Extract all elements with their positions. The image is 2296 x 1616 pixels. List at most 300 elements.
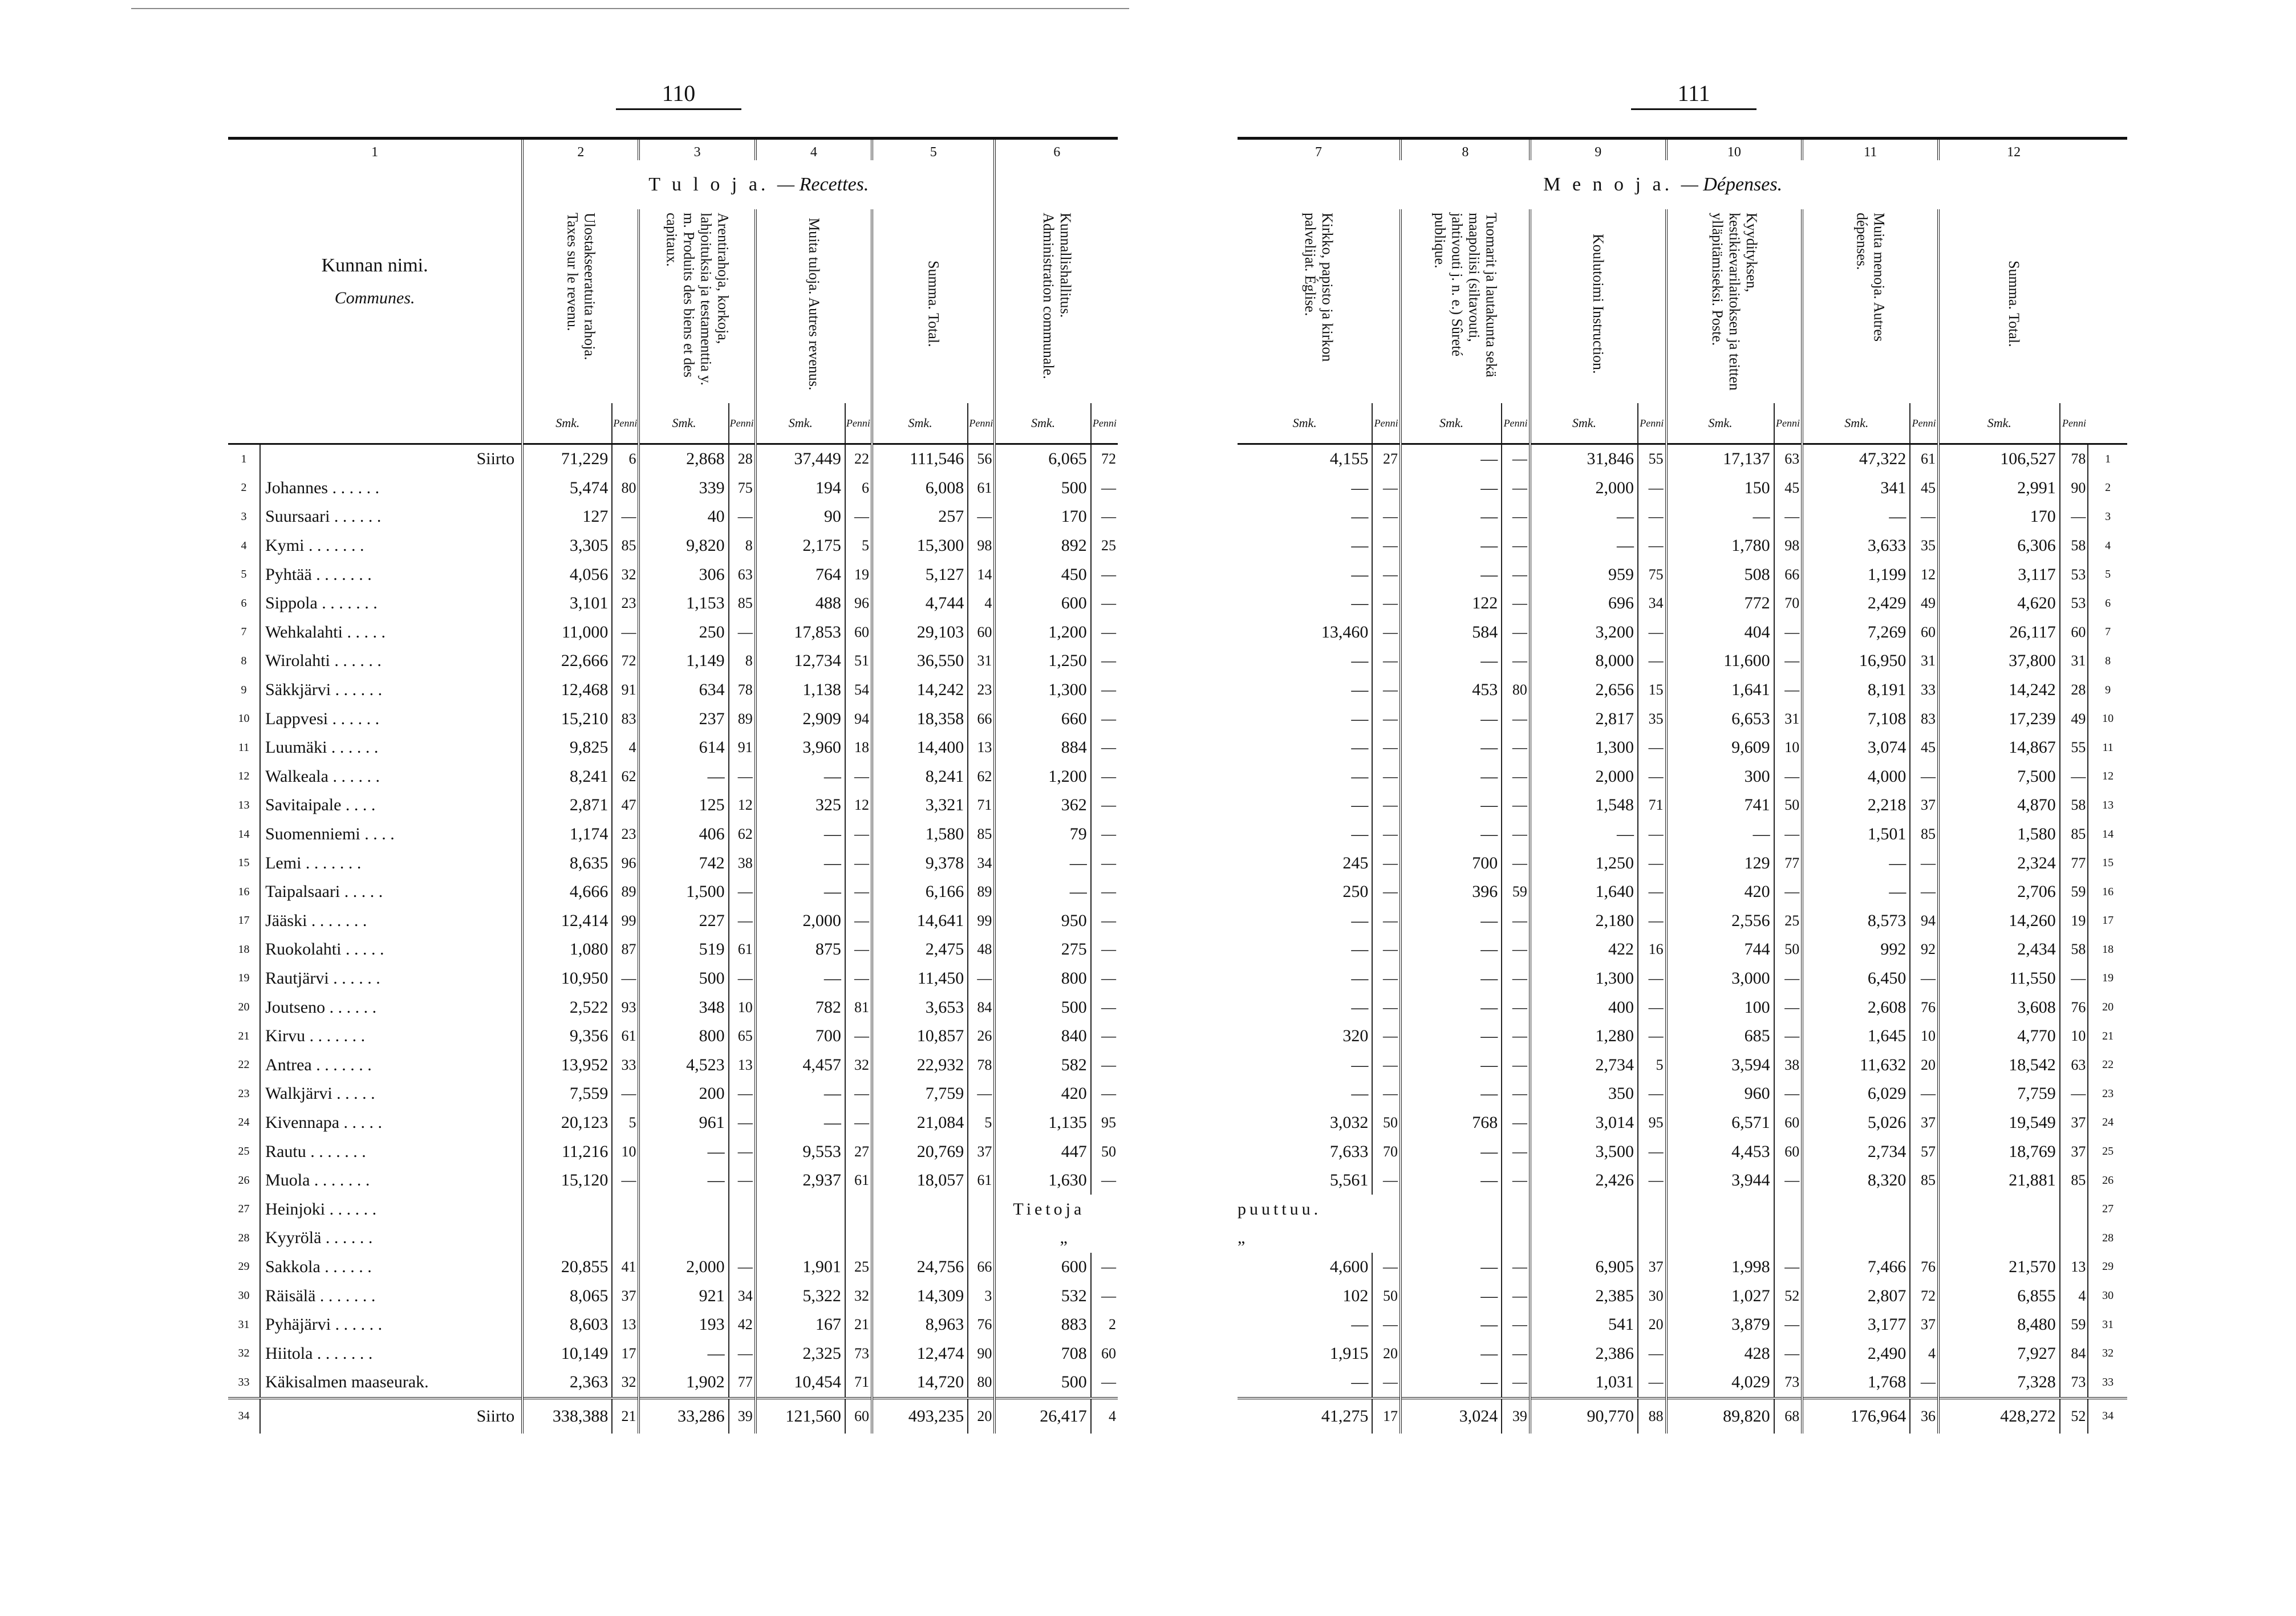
expense-penni-cell: — (1502, 1109, 1530, 1138)
income-penni-cell: 6 (845, 474, 872, 503)
expense-markka-cell: — (1401, 820, 1502, 849)
income-penni-cell: 96 (845, 589, 872, 618)
commune-name: Jääski . . . . . . . (265, 911, 367, 930)
income-markka-cell: 29,103 (872, 618, 968, 647)
income-penni-cell: — (729, 1079, 756, 1109)
income-penni-cell: 12 (845, 791, 872, 820)
expense-penni-cell: 27 (1372, 444, 1401, 474)
expense-markka-cell: 7,328 (1938, 1368, 2060, 1398)
income-penni-cell: 42 (729, 1310, 756, 1339)
expense-markka-cell: 2,734 (1802, 1137, 1910, 1166)
empty-cell (756, 1224, 845, 1253)
expense-penni-cell: — (1638, 1166, 1666, 1195)
expense-markka-cell: — (1401, 907, 1502, 936)
income-table (228, 137, 1118, 1434)
expense-markka-cell: 14,867 (1938, 733, 2060, 762)
expense-penni-cell: — (1502, 1166, 1530, 1195)
expense-penni-cell: 77 (1774, 848, 1803, 878)
expense-penni-cell: — (1372, 704, 1401, 733)
expense-markka-cell: 176,964 (1802, 1398, 1910, 1434)
table-row (1238, 791, 2127, 820)
expense-penni-cell: 50 (1372, 1109, 1401, 1138)
expense-penni-cell: 58 (2060, 531, 2088, 561)
expense-markka-cell: 992 (1802, 935, 1910, 964)
expense-penni-cell: — (1502, 1079, 1530, 1109)
commune-name: Antrea . . . . . . . (265, 1055, 372, 1074)
unit-mk: Smk. (995, 403, 1090, 444)
income-penni-cell: 72 (612, 647, 639, 676)
expense-markka-cell: 320 (1342, 1026, 1369, 1046)
income-penni-cell: 5 (845, 531, 872, 561)
expense-penni-cell: — (1372, 907, 1401, 936)
expense-markka-cell: 4,770 (1938, 1022, 2060, 1051)
income-penni-cell: 51 (845, 647, 872, 676)
commune-name: Heinjoki . . . . . . (265, 1199, 377, 1219)
expense-penni-cell: — (1774, 647, 1803, 676)
income-penni-cell: — (612, 502, 639, 531)
expense-markka-cell: 3,024 (1401, 1398, 1502, 1434)
expense-markka-cell: 2,426 (1530, 1166, 1638, 1195)
expense-penni-cell: — (1372, 647, 1401, 676)
income-penni-cell: — (1091, 762, 1118, 791)
expense-markka-cell: — (1401, 1253, 1502, 1282)
income-markka-cell: 532 (995, 1281, 1090, 1310)
expense-markka-cell: 741 (1666, 791, 1774, 820)
expense-markka-cell: — (1530, 820, 1638, 849)
expense-markka-cell: 396 (1401, 878, 1502, 907)
col-num-8: 8 (1401, 139, 1530, 161)
expense-markka-cell: 4,453 (1666, 1137, 1774, 1166)
expense-penni-cell: 75 (1638, 560, 1666, 589)
row-number: 6 (2088, 589, 2127, 618)
col-num-10: 10 (1666, 139, 1803, 161)
income-markka-cell: 14,309 (872, 1281, 968, 1310)
table-row (1238, 964, 2127, 993)
row-number: 20 (228, 993, 260, 1022)
row-number: 12 (228, 762, 260, 791)
income-penni-cell: 60 (1091, 1339, 1118, 1368)
expense-penni-cell: — (1638, 502, 1666, 531)
income-penni-cell: — (1091, 474, 1118, 503)
income-markka-cell: 875 (756, 935, 845, 964)
income-penni-cell: 71 (968, 791, 995, 820)
expense-markka-cell: — (1401, 704, 1502, 733)
expense-markka-cell: 4,600 (1329, 1257, 1369, 1276)
expense-markka-cell: — (1401, 502, 1502, 531)
row-number: 15 (2088, 848, 2127, 878)
expense-markka-cell: — (1666, 502, 1774, 531)
table-row (228, 1253, 1118, 1282)
expense-markka-cell: 3,944 (1666, 1166, 1774, 1195)
expense-penni-cell: 16 (1638, 935, 1666, 964)
expense-markka-cell: 541 (1530, 1310, 1638, 1339)
income-markka-cell: 840 (995, 1022, 1090, 1051)
expense-penni-cell: — (1372, 1050, 1401, 1079)
income-penni-cell: — (845, 964, 872, 993)
table-row (1238, 733, 2127, 762)
income-markka-cell: 36,550 (872, 647, 968, 676)
expense-markka-cell: 2,608 (1802, 993, 1910, 1022)
row-number: 33 (2088, 1368, 2127, 1398)
missing-data-note: „ (995, 1224, 1118, 1253)
income-penni-cell: 21 (612, 1398, 639, 1434)
row-number: 32 (2088, 1339, 2127, 1368)
row-number: 24 (228, 1109, 260, 1138)
row-number: 5 (228, 560, 260, 589)
income-penni-cell: 39 (729, 1398, 756, 1434)
income-markka-cell: 1,580 (872, 820, 968, 849)
row-number: 23 (2088, 1079, 2127, 1109)
expense-markka-cell: 341 (1802, 474, 1910, 503)
expense-penni-cell: 35 (1910, 531, 1938, 561)
expense-penni-cell: 31 (1910, 647, 1938, 676)
income-markka-cell: 764 (756, 560, 845, 589)
income-penni-cell: 2 (1091, 1310, 1118, 1339)
expense-penni-cell: 28 (2060, 676, 2088, 705)
expense-markka-cell: 6,029 (1802, 1079, 1910, 1109)
row-number: 13 (2088, 791, 2127, 820)
income-markka-cell: 22,666 (522, 647, 612, 676)
expense-penni-cell: — (1372, 964, 1401, 993)
expense-penni-cell: — (1372, 589, 1401, 618)
income-penni-cell: 78 (968, 1050, 995, 1079)
expense-markka-cell: 7,500 (1938, 762, 2060, 791)
expense-markka-cell: 1,998 (1666, 1253, 1774, 1282)
expense-markka-cell: 18,542 (1938, 1050, 2060, 1079)
income-markka-cell: 362 (995, 791, 1090, 820)
expense-penni-cell: 36 (1910, 1398, 1938, 1434)
income-markka-cell: 1,149 (639, 647, 728, 676)
income-penni-cell: 50 (1091, 1137, 1118, 1166)
income-penni-cell: 25 (845, 1253, 872, 1282)
row-number: 1 (228, 444, 260, 474)
expense-penni-cell: 58 (2060, 791, 2088, 820)
expense-penni-cell: — (1774, 964, 1803, 993)
commune-name: Säkkjärvi . . . . . . (265, 680, 383, 700)
commune-name: Kymi . . . . . . . (265, 536, 364, 555)
expense-penni-cell: 63 (2060, 1050, 2088, 1079)
expense-penni-cell: 85 (1910, 820, 1938, 849)
expense-markka-cell: 350 (1530, 1079, 1638, 1109)
header-income-total: Summa. Total. (872, 209, 995, 403)
row-number: 14 (228, 820, 260, 849)
expense-penni-cell: — (1638, 1137, 1666, 1166)
table-row (228, 1195, 1118, 1224)
page-number-left: 110 (662, 80, 696, 106)
expense-penni-cell: — (1372, 878, 1401, 907)
income-markka-cell: 660 (995, 704, 1090, 733)
income-markka-cell: 2,175 (756, 531, 845, 561)
row-number: 2 (2088, 474, 2127, 503)
expense-penni-cell: 59 (2060, 1310, 2088, 1339)
expense-markka-cell: 2,218 (1802, 791, 1910, 820)
income-penni-cell: — (1091, 589, 1118, 618)
expense-penni-cell: — (1774, 1310, 1803, 1339)
empty-cell (612, 1195, 639, 1224)
expense-penni-cell: 76 (2060, 993, 2088, 1022)
expense-penni-cell: 49 (1910, 589, 1938, 618)
col-num-11: 11 (1802, 139, 1938, 161)
expense-markka-cell: — (1401, 531, 1502, 561)
expense-markka-cell: 960 (1666, 1079, 1774, 1109)
unit-mk: Smk. (1238, 403, 1372, 444)
header-church: Kirkko, papisto ja kirkon palvelijat. Église. (1301, 213, 1336, 362)
expense-penni-cell: — (1502, 1137, 1530, 1166)
table-row (228, 848, 1118, 878)
income-penni-cell: 5 (612, 1109, 639, 1138)
income-penni-cell: — (612, 964, 639, 993)
income-markka-cell: 5,127 (872, 560, 968, 589)
row-number: 20 (2088, 993, 2127, 1022)
income-penni-cell: 61 (729, 935, 756, 964)
income-penni-cell: — (729, 1166, 756, 1195)
income-penni-cell: 89 (729, 704, 756, 733)
expense-markka-cell: 100 (1666, 993, 1774, 1022)
expense-markka-cell: 122 (1401, 589, 1502, 618)
table-row (1238, 1195, 2127, 1224)
expense-markka-cell: 7,633 (1329, 1142, 1369, 1161)
expenses-table (1238, 137, 2127, 1434)
expense-markka-cell: 3,074 (1802, 733, 1910, 762)
income-markka-cell: — (756, 820, 845, 849)
empty-cell (1638, 1195, 1666, 1224)
income-penni-cell: 65 (729, 1022, 756, 1051)
income-penni-cell: — (1091, 1368, 1118, 1398)
col-num-3: 3 (639, 139, 755, 161)
table-row (228, 676, 1118, 705)
income-markka-cell: 1,080 (522, 935, 612, 964)
table-row (228, 1368, 1118, 1398)
expense-markka-cell: 18,769 (1938, 1137, 2060, 1166)
table-row (228, 1398, 1118, 1434)
expense-markka-cell: 8,480 (1938, 1310, 2060, 1339)
expense-markka-cell: 772 (1666, 589, 1774, 618)
expense-penni-cell: 4 (2060, 1281, 2088, 1310)
table-row (1238, 1224, 2127, 1253)
expense-penni-cell: — (1502, 907, 1530, 936)
expense-markka-cell: — (1351, 709, 1369, 728)
expense-penni-cell: — (1372, 502, 1401, 531)
table-row (1238, 820, 2127, 849)
income-penni-cell: — (1091, 676, 1118, 705)
expense-penni-cell: 19 (2060, 907, 2088, 936)
empty-cell (1638, 1224, 1666, 1253)
income-markka-cell: 447 (995, 1137, 1090, 1166)
expense-penni-cell: 4 (1910, 1339, 1938, 1368)
expense-penni-cell: — (1502, 1253, 1530, 1282)
empty-cell (1938, 1195, 2060, 1224)
expense-penni-cell: 88 (1638, 1398, 1666, 1434)
expense-markka-cell: 21,881 (1938, 1166, 2060, 1195)
income-penni-cell: 31 (968, 647, 995, 676)
income-penni-cell: — (845, 502, 872, 531)
expense-markka-cell: 6,306 (1938, 531, 2060, 561)
expense-penni-cell: 52 (2060, 1398, 2088, 1434)
unit-p: Penni (729, 403, 756, 444)
expense-penni-cell: — (1502, 474, 1530, 503)
expense-penni-cell: — (1910, 1368, 1938, 1398)
row-number: 2 (228, 474, 260, 503)
unit-mk: Smk. (1666, 403, 1774, 444)
expense-markka-cell: 744 (1666, 935, 1774, 964)
income-markka-cell: 20,769 (872, 1137, 968, 1166)
income-markka-cell: 24,756 (872, 1253, 968, 1282)
row-number: 32 (228, 1339, 260, 1368)
expense-markka-cell: 129 (1666, 848, 1774, 878)
expense-penni-cell: — (1638, 618, 1666, 647)
expense-penni-cell: 98 (1774, 531, 1803, 561)
expense-penni-cell: 50 (1774, 791, 1803, 820)
income-penni-cell: — (968, 1079, 995, 1109)
income-markka-cell: 127 (522, 502, 612, 531)
income-markka-cell: 4,666 (522, 878, 612, 907)
expense-penni-cell: 49 (2060, 704, 2088, 733)
table-row (228, 1339, 1118, 1368)
income-penni-cell: — (1091, 1079, 1118, 1109)
empty-cell (845, 1195, 872, 1224)
income-markka-cell: 338,388 (522, 1398, 612, 1434)
commune-name: Wirolahti . . . . . . (265, 651, 382, 671)
table-row (228, 1137, 1118, 1166)
income-penni-cell: 62 (729, 820, 756, 849)
expense-penni-cell: — (1372, 1079, 1401, 1109)
unit-p: Penni (1502, 403, 1530, 444)
empty-cell (872, 1224, 968, 1253)
expense-markka-cell: 8,000 (1530, 647, 1638, 676)
empty-cell (968, 1224, 995, 1253)
income-markka-cell: 600 (995, 1253, 1090, 1282)
income-markka-cell: 79 (995, 820, 1090, 849)
empty-cell (729, 1224, 756, 1253)
empty-cell (872, 1195, 968, 1224)
expense-penni-cell: — (1372, 820, 1401, 849)
expense-markka-cell: 6,855 (1938, 1281, 2060, 1310)
expense-markka-cell: — (1401, 1137, 1502, 1166)
income-penni-cell: — (968, 502, 995, 531)
unit-spacer (2088, 403, 2127, 444)
income-markka-cell: 200 (639, 1079, 728, 1109)
commune-name: Lappvesi . . . . . . (265, 709, 380, 728)
income-penni-cell: 6 (612, 444, 639, 474)
table-row (228, 791, 1118, 820)
income-markka-cell: 2,363 (522, 1368, 612, 1398)
income-markka-cell: 6,065 (995, 444, 1090, 474)
income-penni-cell: 12 (729, 791, 756, 820)
expense-penni-cell: — (1502, 848, 1530, 878)
income-markka-cell: 10,149 (522, 1339, 612, 1368)
expense-markka-cell: 1,501 (1802, 820, 1910, 849)
expense-markka-cell: — (1351, 680, 1369, 700)
left-page (228, 0, 1118, 1616)
income-markka-cell: 800 (995, 964, 1090, 993)
income-markka-cell: 1,153 (639, 589, 728, 618)
income-penni-cell: — (845, 878, 872, 907)
table-row (228, 878, 1118, 907)
income-markka-cell: 1,630 (995, 1166, 1090, 1195)
missing-data-note: puuttuu. (1238, 1199, 1322, 1219)
missing-data-note: „ (1238, 1228, 1249, 1248)
expense-markka-cell: 1,641 (1666, 676, 1774, 705)
expense-markka-cell: 420 (1666, 878, 1774, 907)
expense-markka-cell: — (1530, 531, 1638, 561)
income-markka-cell: — (639, 1166, 728, 1195)
income-penni-cell: 56 (968, 444, 995, 474)
expense-penni-cell: 10 (2060, 1022, 2088, 1051)
expense-penni-cell: 63 (1774, 444, 1803, 474)
expense-markka-cell: 14,242 (1938, 676, 2060, 705)
income-markka-cell: 8,241 (522, 762, 612, 791)
income-markka-cell: 11,216 (522, 1137, 612, 1166)
expenses-title: M e n o j a. (1543, 174, 1673, 195)
expense-markka-cell: — (1401, 474, 1502, 503)
expense-markka-cell: 89,820 (1666, 1398, 1774, 1434)
expense-penni-cell: — (1502, 935, 1530, 964)
expense-markka-cell: 400 (1530, 993, 1638, 1022)
expense-penni-cell: 20 (1638, 1310, 1666, 1339)
expense-penni-cell: — (1638, 1368, 1666, 1398)
commune-name: Rautjärvi . . . . . . (265, 968, 380, 988)
table-row (1238, 1050, 2127, 1079)
expense-markka-cell: 47,322 (1802, 444, 1910, 474)
income-markka-cell: — (995, 848, 1090, 878)
expense-penni-cell: — (1774, 1166, 1803, 1195)
income-markka-cell: 37,449 (756, 444, 845, 474)
income-penni-cell: — (845, 820, 872, 849)
expense-markka-cell: — (1351, 507, 1369, 526)
income-penni-cell: 61 (968, 1166, 995, 1195)
commune-name: Taipalsaari . . . . . (265, 882, 383, 902)
row-number: 10 (2088, 704, 2127, 733)
commune-name-fi: Kunnan nimi. (321, 254, 428, 276)
expense-penni-cell: 20 (1372, 1339, 1401, 1368)
expense-markka-cell: 1,280 (1530, 1022, 1638, 1051)
expense-markka-cell: 6,653 (1666, 704, 1774, 733)
expense-markka-cell: 170 (1938, 502, 2060, 531)
income-markka-cell: 2,909 (756, 704, 845, 733)
expense-markka-cell: — (1802, 502, 1910, 531)
income-markka-cell: 7,759 (872, 1079, 968, 1109)
income-penni-cell: 66 (968, 1253, 995, 1282)
expenses-subtitle: — Dépenses. (1681, 174, 1783, 195)
empty-cell (1502, 1224, 1530, 1253)
income-penni-cell: 28 (729, 444, 756, 474)
row-number: 34 (2088, 1398, 2127, 1434)
expense-penni-cell: — (1372, 560, 1401, 589)
expense-penni-cell: 50 (1372, 1281, 1401, 1310)
expense-penni-cell: — (1502, 1281, 1530, 1310)
income-markka-cell: 420 (995, 1079, 1090, 1109)
expense-penni-cell: 15 (1638, 676, 1666, 705)
row-number: 11 (2088, 733, 2127, 762)
expense-penni-cell: 30 (1638, 1281, 1666, 1310)
income-penni-cell: 10 (729, 993, 756, 1022)
row-number: 30 (2088, 1281, 2127, 1310)
expense-markka-cell: 150 (1666, 474, 1774, 503)
income-penni-cell: 32 (845, 1281, 872, 1310)
expense-penni-cell: 45 (1910, 733, 1938, 762)
income-penni-cell: — (729, 964, 756, 993)
income-markka-cell: — (756, 1109, 845, 1138)
row-number: 18 (228, 935, 260, 964)
expense-markka-cell: — (1401, 733, 1502, 762)
income-markka-cell: 800 (639, 1022, 728, 1051)
empty-cell (1910, 1195, 1938, 1224)
expense-markka-cell: — (1351, 738, 1369, 757)
expense-penni-cell: — (1502, 762, 1530, 791)
income-penni-cell: 66 (968, 704, 995, 733)
income-markka-cell: 1,200 (995, 618, 1090, 647)
expense-penni-cell: — (1774, 878, 1803, 907)
